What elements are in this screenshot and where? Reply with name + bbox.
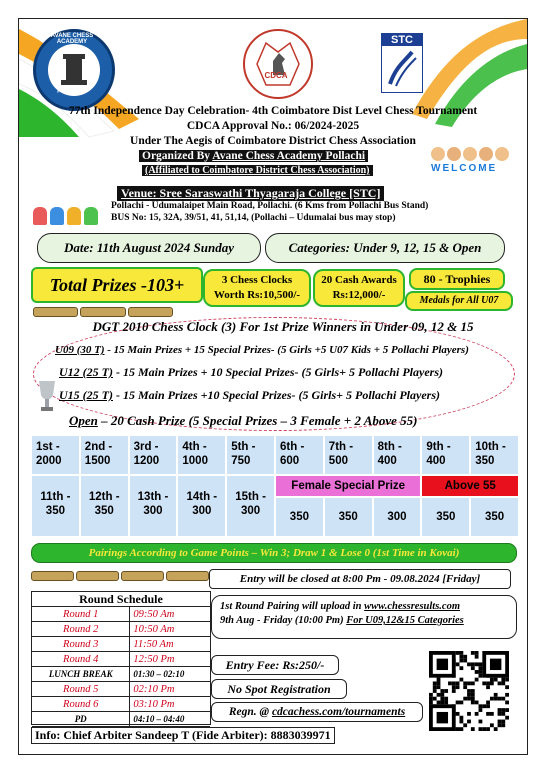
prize-cell-14-text: 14th - (186, 491, 218, 503)
organized-name: Avane Chess Academy Pollachi (212, 150, 366, 162)
info-line: Info: Chief Arbiter Sandeep T (Fide Arbiter): 8883039971 (31, 727, 335, 744)
prize-cell-2-text: 1500 (84, 455, 111, 467)
venue-address: Pollachi - Udumalaipet Main Road, Pollachi. (6 Kms from Pollachi Bus Stand) (111, 201, 429, 211)
prize-cell-11-text: 350 (45, 505, 65, 517)
first-round-prefix: 1st Round Pairing will upload in (220, 601, 365, 612)
schedule-round-time: 04:10 – 04:40 (130, 712, 210, 727)
special-prize-cell-2-text: 350 (338, 511, 358, 523)
open-label: Open (69, 413, 98, 428)
cash-awards-line2: Rs:12,000/- (332, 289, 386, 301)
cdca-logo-text: CDCA (264, 71, 288, 80)
prize-cell-15 (226, 475, 275, 537)
prize-cell-8-text: 400 (377, 455, 397, 467)
first-round-box (211, 595, 517, 639)
schedule-round-name: Round 2 (32, 622, 130, 637)
schedule-round-name: Round 4 (32, 652, 130, 667)
organized-prefix: Organized By (142, 150, 213, 162)
cash-awards-line1: 20 Cash Awards (321, 274, 397, 286)
above55-header (421, 475, 519, 497)
prize-cell-7-text: 500 (328, 455, 348, 467)
cdca-chess-knight-icon (245, 31, 311, 97)
schedule-row (32, 667, 210, 682)
registration-box (211, 702, 423, 722)
first-round-line2 (220, 615, 516, 626)
special-prize-cell-4-text: 350 (436, 511, 456, 523)
u09-line (55, 344, 515, 356)
prize-cell-10-text: 10th - (475, 441, 506, 453)
organized-by (139, 150, 368, 162)
schedule-round-time: 10:50 Am (130, 622, 210, 637)
prize-cell-15-text: 15th - (235, 491, 266, 503)
prize-cell-1-text: 1st - (36, 441, 60, 453)
u15-label: U15 (25 T) (59, 388, 113, 402)
kids-reading-graphic (33, 207, 105, 227)
date-box: Date: 11th August 2024 Sunday (37, 233, 261, 263)
u12-line (59, 365, 519, 380)
open-line (69, 413, 519, 429)
prize-cell-5-text: 5th - (231, 441, 256, 453)
academy-logo-text: AVANE CHESS ACADEMY (50, 33, 94, 45)
schedule-title: Round Schedule (32, 592, 210, 607)
schedule-round-time: 01:30 – 02:10 (130, 667, 210, 682)
prize-cell-9-text: 9th - (426, 441, 451, 453)
schedule-round-name: Round 5 (32, 682, 130, 697)
prize-cell-6-text: 600 (280, 455, 300, 467)
prize-cell-9-text: 400 (426, 455, 446, 467)
open-text: – 20 Cash Prize (5 Special Prizes – 3 Female + 2 Above 55) (97, 413, 418, 428)
cdca-logo (243, 29, 313, 99)
chessresults-link[interactable]: www.chessresults.com (364, 601, 461, 612)
chess-clocks-line2: Worth Rs:10,500/- (213, 289, 301, 301)
chess-clocks-box (203, 269, 311, 307)
prize-cell-4-text: 1000 (182, 455, 208, 467)
qr-code-icon (429, 651, 509, 731)
trophy-icon (35, 379, 59, 415)
special-prize-cell-2 (324, 497, 373, 537)
prize-cell-11 (31, 475, 80, 537)
special-prize-cell-5-text: 350 (484, 511, 505, 523)
special-prize-cell-3-text: 300 (387, 511, 407, 523)
prize-cell-10 (470, 435, 519, 475)
prize-cell-12-text: 12th - (88, 491, 120, 503)
prize-cell-10-text: 350 (475, 455, 495, 467)
first-round-categories: For U09,12&15 Categories (346, 615, 464, 626)
train-graphic-2 (31, 571, 209, 581)
prize-cell-14-text: 300 (192, 505, 212, 517)
schedule-row (32, 637, 210, 652)
regn-link[interactable]: cdcachess.com/tournaments (271, 706, 406, 718)
schedule-row (32, 697, 210, 712)
trophies-box: 80 - Trophies (409, 268, 505, 290)
title-line-2: CDCA Approval No.: 06/2024-2025 (186, 120, 360, 132)
prize-cell-3-text: 3rd - (133, 441, 159, 453)
academy-logo-sub: POLLACHI (57, 89, 87, 95)
clock-prize-line: DGT 2010 Chess Clock (3) For 1st Prize Winners in Under 09, 12 & 15 (92, 319, 474, 334)
medals-box: Medals for All U07 (405, 291, 513, 311)
above55-header-text: Above 55 (444, 480, 496, 492)
round-schedule (31, 591, 211, 725)
stc-emblem-icon (382, 46, 420, 88)
welcome-text: WELCOME (431, 163, 498, 174)
prize-cell-7 (324, 435, 373, 475)
prize-cell-7-text: 7th - (328, 441, 354, 453)
prize-cell-4 (177, 435, 226, 475)
schedule-round-name: Round 6 (32, 697, 130, 712)
poster (18, 18, 528, 755)
schedule-table (32, 607, 210, 727)
title-line-3: Under The Aegis of Coimbatore District Chess Association (130, 135, 416, 147)
prize-cell-15-text: 300 (240, 505, 261, 517)
schedule-round-time: 09:50 Am (130, 607, 210, 622)
first-round-line1 (220, 601, 516, 612)
first-round-date: 9th Aug - Friday (10:00 Pm) (220, 615, 347, 626)
special-prize-cell-4 (421, 497, 470, 537)
regn-prefix: Regn. @ (228, 706, 272, 718)
prize-cell-8 (373, 435, 422, 475)
schedule-round-time: 03:10 Pm (130, 697, 210, 712)
u09-text: - 15 Main Prizes + 15 Special Prizes- (5 Girls +5 U07 Kids + 5 Pollachi Players) (104, 344, 469, 356)
u15-line (59, 388, 519, 403)
stc-logo-text: STC (382, 34, 422, 46)
u12-label: U12 (25 T) (59, 365, 113, 379)
prize-cell-12-text: 350 (94, 505, 114, 517)
affiliated-note: (Affiliated to Coimbatore District Chess Association) (142, 165, 373, 176)
prize-cell-14 (177, 475, 226, 537)
title-line-1: 77th Independence Day Celebration- 4th Coimbatore Dist Level Chess Tournament (68, 105, 478, 117)
schedule-round-time: 02:10 Pm (130, 682, 210, 697)
special-prize-cell-1 (275, 497, 324, 537)
prize-cell-1 (31, 435, 80, 475)
cash-awards-box (313, 269, 405, 307)
female-special-header (275, 475, 421, 497)
female-special-header-text: Female Special Prize (291, 480, 406, 492)
schedule-round-name: Round 1 (32, 607, 130, 622)
no-spot-box: No Spot Registration (211, 679, 347, 699)
u09-label: U09 (30 T) (55, 344, 105, 356)
u15-text: - 15 Main Prizes +10 Special Prizes- (5 Girls+ 5 Pollachi Players) (113, 388, 440, 402)
prize-cell-3 (129, 435, 178, 475)
prize-table (31, 435, 519, 537)
prize-cell-9 (421, 435, 470, 475)
stc-logo (381, 33, 423, 93)
prize-cell-3-text: 1200 (133, 455, 160, 467)
prize-cell-2 (80, 435, 129, 475)
u12-text: - 15 Main Prizes + 10 Special Prizes- (5 Girls+ 5 Pollachi Players) (113, 365, 443, 379)
schedule-round-name: Round 3 (32, 637, 130, 652)
prize-cell-5-text: 750 (231, 455, 251, 467)
pairings-bar: Pairings According to Game Points – Win 3; Draw 1 & Lose 0 (1st Time in Kovai) (31, 543, 517, 563)
prize-cell-11-text: 11th - (40, 491, 71, 503)
prize-cell-6 (275, 435, 324, 475)
schedule-row (32, 622, 210, 637)
prize-cell-5 (226, 435, 275, 475)
venue-title: Venue: Sree Saraswathi Thyagaraja College [STC] (117, 186, 384, 201)
prize-cell-1-text: 2000 (36, 455, 62, 467)
prize-cell-13-text: 13th - (137, 491, 169, 503)
total-prizes: Total Prizes -103+ (31, 267, 203, 303)
special-prize-cell-3 (373, 497, 422, 537)
prize-cell-6-text: 6th - (280, 441, 305, 453)
schedule-round-name: PD (32, 712, 130, 727)
train-graphic-1 (33, 307, 173, 317)
prize-cell-8-text: 8th - (377, 441, 402, 453)
special-prize-cell-5 (470, 497, 519, 537)
prize-cell-12 (80, 475, 129, 537)
chess-clocks-line1: 3 Chess Clocks (221, 274, 293, 286)
schedule-round-name: LUNCH BREAK (32, 667, 130, 682)
categories-box: Categories: Under 9, 12, 15 & Open (265, 233, 505, 263)
schedule-row (32, 652, 210, 667)
welcome-kids-graphic (431, 147, 523, 187)
prize-cell-13-text: 300 (143, 505, 163, 517)
schedule-round-time: 11:50 Am (130, 637, 210, 652)
entry-fee-box: Entry Fee: Rs:250/- (211, 655, 339, 675)
schedule-round-time: 12:50 Pm (130, 652, 210, 667)
prize-cell-13 (129, 475, 178, 537)
schedule-row (32, 682, 210, 697)
schedule-row (32, 712, 210, 727)
venue-bus: BUS No: 15, 32A, 39/51, 41, 51,14, (Pollachi – Udumalai bus may stop) (111, 213, 396, 223)
entry-close-box: Entry will be closed at 8:00 Pm - 09.08.2024 [Friday] (209, 569, 511, 589)
special-prize-cell-1-text: 350 (289, 511, 309, 523)
prize-cell-2-text: 2nd - (84, 441, 113, 453)
schedule-row (32, 607, 210, 622)
prize-cell-4-text: 4th - (182, 441, 207, 453)
